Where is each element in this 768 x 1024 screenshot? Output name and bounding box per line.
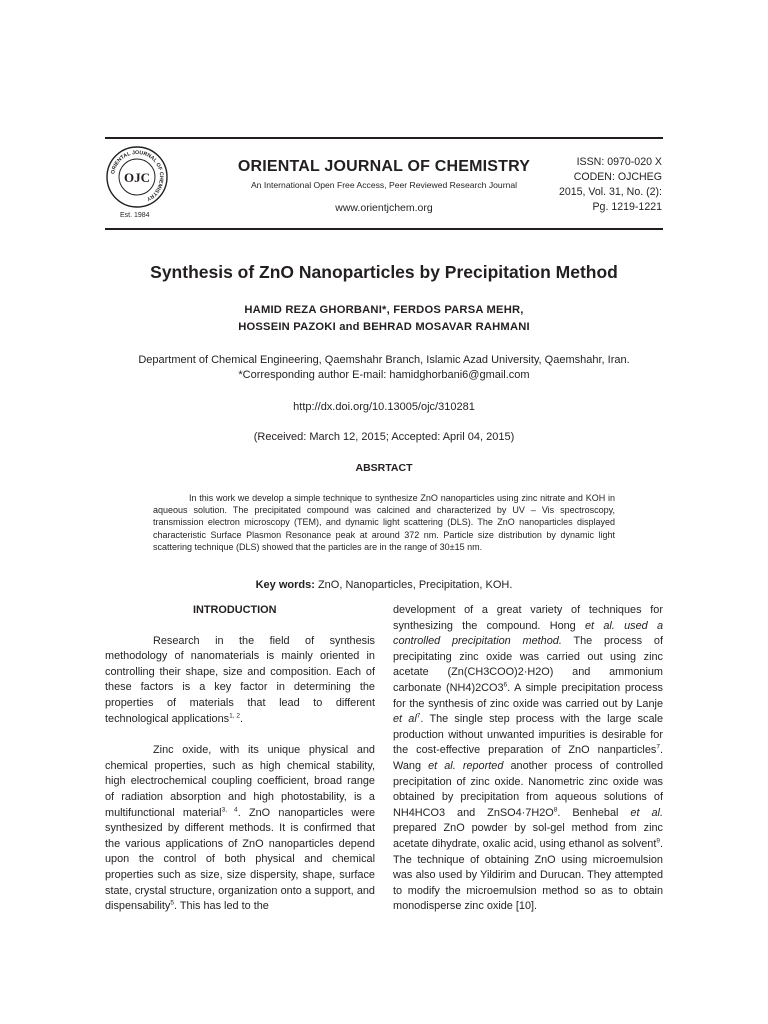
section-heading-introduction: INTRODUCTION <box>193 604 277 616</box>
pages: Pg. 1219-1221 <box>592 201 662 213</box>
column-right <box>393 603 663 915</box>
corresponding-author: *Corresponding author E-mail: hamidghorbani6@gmail.com <box>238 369 530 381</box>
journal-title: ORIENTAL JOURNAL OF CHEMISTRY <box>237 158 531 175</box>
abstract-text: In this work we develop a simple technique to synthesize ZnO nanoparticles using zinc nitrate and KOH in aqueous solution. The precipitated compound was calcined and characterized by UV – Vis spectroscopy, transmission electron microscopy (TEM), and dynamic light scattering (DLS). The ZnO nanoparticles displayed characteristic Surface Plasmon Resonance peak at around 372 nm. Particle size distribution by dynamic light scattering technique (DLS) showed that the particles are in the range of 30±15 nm. <box>153 493 615 552</box>
paragraph-2: Zinc oxide, with its unique physical and chemical properties, such as high chemical stability, high electrochemical coupling coefficient, broad range of radiation absorption and high photostability, is a multifunctional material$^{3, 4}$. ZnO nanoparticles were synthesized by different methods. It is confirmed that the various applications of ZnO nanoparticles depend upon the control of both physical and chemical properties such as size, size dispersity, shape, surface state, crystal structure, organization onto a support, and dispensability$^5$. This has led to the <box>105 744 376 913</box>
paragraph-1: Research in the field of synthesis methodology of nanomaterials is mainly oriented in controlling their shape, size and composition. Each of these factors is a key factor in determining the properties of materials that lead to different technological applications$^{1, 2}$. <box>105 634 375 725</box>
issn: ISSN: 0970-020 X <box>576 156 662 168</box>
coden: CODEN: OJCHEG <box>573 171 662 183</box>
column-left <box>105 603 375 915</box>
volume: 2015, Vol. 31, No. (2): <box>558 186 662 198</box>
journal-subtitle: An International Open Free Access, Peer Reviewed Research Journal <box>250 180 518 190</box>
authors-line-1: HAMID REZA GHORBANI*, FERDOS PARSA MEHR, <box>244 304 524 316</box>
affiliation-block <box>0 353 768 383</box>
author-list <box>0 302 768 336</box>
journal-url[interactable]: www.orientjchem.org <box>335 202 433 214</box>
journal-masthead <box>226 158 542 214</box>
keywords-label: Key words: <box>255 579 315 591</box>
header-bottom-rule <box>105 228 663 230</box>
abstract <box>153 492 615 553</box>
logo-initials: OJC <box>124 170 150 185</box>
issn-block <box>559 155 662 215</box>
keywords-list: ZnO, Nanoparticles, Precipitation, KOH. <box>314 579 513 591</box>
received-dates: (Received: March 12, 2015; Accepted: April 04, 2015) <box>253 431 515 443</box>
logo-ring-text: ORIENTAL JOURNAL OF CHEMISTRY <box>110 149 165 202</box>
paragraph-3: development of a great variety of techniques for synthesizing the compound. Hong et al. used a controlled precipitation method. The process of precipitating zinc oxide was carried out using zinc acetate (Zn(CH3COO)2·H2O) and ammonium carbonate $(NH4)2CO3^6$. A simple precipitation process for the synthesis of zinc oxide was carried out by Lanje et $al^7$. The single step process with the large scale production without unwanted impurities is desirable for the cost-effective preparation of ZnO nanparticles$^7$. Wang et al. reported another process of controlled precipitation of zinc oxide. Nanometric zinc oxide was obtained by precipitation from aqueous solutions of NH4HCO3 and $ZnSO4\cdot 7H2O^8$. Benhebal et al. prepared ZnO powder by sol-gel method from zinc acetate dihydrate, oxalic acid, using ethanol as solvent$^9$. The technique of obtaining ZnO using microemulsion was also used by Yildirim and Durucan. They attempted to modify the microemulsion method so as to obtain monodisperse zinc oxide [10]. <box>393 604 664 913</box>
established-year: Est. 1984 <box>120 212 150 219</box>
journal-logo <box>106 146 168 208</box>
affiliation: Department of Chemical Engineering, Qaemshahr Branch, Islamic Azad University, Qaemshahr, Iran. <box>138 354 630 366</box>
doi-link[interactable]: http://dx.doi.org/10.13005/ojc/310281 <box>293 401 475 413</box>
keywords <box>0 579 768 591</box>
authors-line-2: HOSSEIN PAZOKI and BEHRAD MOSAVAR RAHMANI <box>238 321 530 333</box>
header-top-rule <box>105 137 663 139</box>
article-title: Synthesis of ZnO Nanoparticles by Precipitation Method <box>150 262 618 282</box>
abstract-heading: ABSRTACT <box>355 462 413 474</box>
